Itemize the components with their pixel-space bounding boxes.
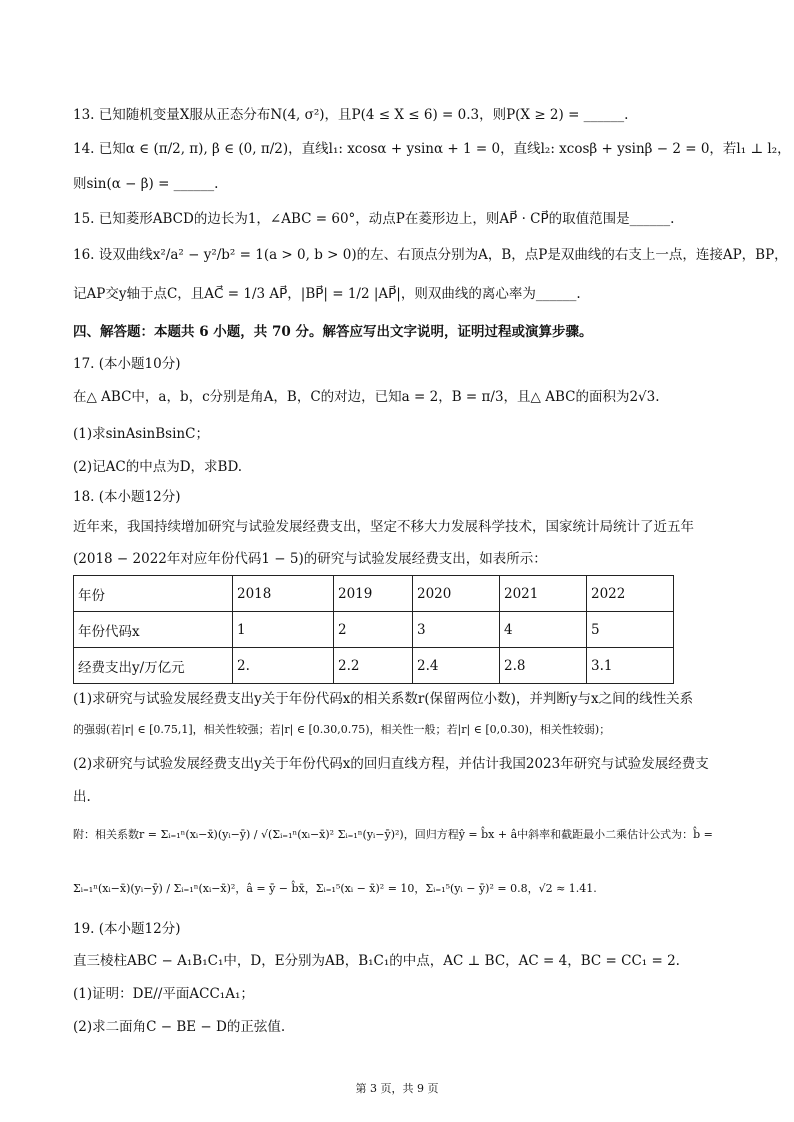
question-18-appendix-line2: Σᵢ₌₁ⁿ(xᵢ−x̄)(yᵢ−ȳ) / Σᵢ₌₁ⁿ(xᵢ−x̄)²，â = ȳ − b̂x̄，Σᵢ₌₁⁵(xᵢ − x̄)² = 10，Σᵢ₌₁⁵(yᵢ − ȳ)² = 0.8，√2 ≈ 1.41. [73, 882, 597, 895]
table-cell: 2019 [334, 576, 413, 612]
table-cell: 2.8 [500, 648, 587, 684]
question-14-line1: 14. 已知α ∈ (π/2, π), β ∈ (0, π/2)，直线l₁: xcosα + ysinα + 1 = 0，直线l₂: xcosβ + ysinβ − 2 = 0，若l₁ ⊥ l₂， [73, 141, 791, 157]
table-cell: 2018 [233, 576, 334, 612]
data-table [73, 575, 674, 684]
question-15: 15. 已知菱形ABCD的边长为1，∠ABC = 60°，动点P在菱形边上，则AP⃗ · CP⃗的取值范围是______. [73, 211, 675, 227]
question-19-heading: 19. (本小题12分) [73, 921, 181, 937]
question-13: 13. 已知随机变量X服从正态分布N(4, σ²)，且P(4 ≤ X ≤ 6) = 0.3，则P(X ≥ 2) = ______. [73, 107, 629, 123]
table-cell: 经费支出y/万亿元 [74, 648, 233, 684]
question-18-stem-line1: 近年来，我国持续增加研究与试验发展经费支出，坚定不移大力发展科学技术，国家统计局统计了近五年 [73, 519, 694, 535]
question-18-appendix-line1: 附：相关系数r = Σᵢ₌₁ⁿ(xᵢ−x̄)(yᵢ−ȳ) / √(Σᵢ₌₁ⁿ(xᵢ−x̄)² Σᵢ₌₁ⁿ(yᵢ−ȳ)²)，回归方程ŷ = b̂x + â中斜率和截距最小二乘估计公式为：b̂ = [73, 828, 713, 841]
table-cell: 2. [233, 648, 334, 684]
table-row [74, 612, 674, 648]
question-18-part1-line1: (1)求研究与试验发展经费支出y关于年份代码x的相关系数r(保留两位小数)，并判断y与x之间的线性关系 [73, 691, 694, 707]
page-footer: 第 3 页，共 9 页 [355, 1082, 439, 1095]
table-row [74, 648, 674, 684]
question-19-part2: (2)求二面角C − BE − D的正弦值. [73, 1019, 286, 1035]
question-16-line1: 16. 设双曲线x²/a² − y²/b² = 1(a > 0, b > 0)的左、右顶点分别为A，B，点P是双曲线的右支上一点，连接AP，BP， [73, 247, 788, 263]
table-cell: 2022 [587, 576, 674, 612]
question-18-part2-line2: 出. [73, 789, 91, 805]
question-17-part1: (1)求sinAsinBsinC； [73, 426, 209, 442]
table-cell: 4 [500, 612, 587, 648]
question-14-line2: 则sin(α − β) = ______. [73, 176, 219, 192]
table-cell: 年份 [74, 576, 233, 612]
section-4-heading: 四、解答题：本题共 6 小题，共 70 分。解答应写出文字说明，证明过程或演算步骤。 [73, 324, 593, 340]
table-cell: 2.4 [413, 648, 500, 684]
table-cell: 2021 [500, 576, 587, 612]
table-cell: 2.2 [334, 648, 413, 684]
table-cell: 5 [587, 612, 674, 648]
question-18-part1-line2: 的强弱(若|r| ∈ [0.75,1]，相关性较强；若|r| ∈ [0.30,0.75)，相关性一般；若|r| ∈ [0,0.30)，相关性较弱)； [73, 723, 611, 736]
question-18-heading: 18. (本小题12分) [73, 489, 181, 505]
table-cell: 2 [334, 612, 413, 648]
question-19-part1: (1)证明：DE//平面ACC₁A₁； [73, 986, 254, 1002]
question-18-part2-line1: (2)求研究与试验发展经费支出y关于年份代码x的回归直线方程，并估计我国2023年研究与试验发展经费支 [73, 756, 709, 772]
question-19-stem: 直三棱柱ABC − A₁B₁C₁中，D，E分别为AB，B₁C₁的中点，AC ⊥ BC，AC = 4，BC = CC₁ = 2. [73, 953, 680, 969]
table-cell: 年份代码x [74, 612, 233, 648]
table-cell: 2020 [413, 576, 500, 612]
table-row [74, 576, 674, 612]
question-17-heading: 17. (本小题10分) [73, 356, 181, 372]
table-cell: 3 [413, 612, 500, 648]
table-cell: 1 [233, 612, 334, 648]
table-cell: 3.1 [587, 648, 674, 684]
question-17-stem: 在△ ABC中，a，b，c分别是角A，B，C的对边，已知a = 2，B = π/3，且△ ABC的面积为2√3. [73, 389, 660, 405]
question-17-part2: (2)记AC的中点为D，求BD. [73, 459, 243, 475]
question-16-line2: 记AP交y轴于点C，且AC⃗ = 1/3 AP⃗，|BP⃗| = 1/2 |AP⃗|，则双曲线的离心率为______. [73, 286, 581, 302]
question-18-stem-line2: (2018 − 2022年对应年份代码1 − 5)的研究与试验发展经费支出，如表所示： [73, 551, 547, 567]
